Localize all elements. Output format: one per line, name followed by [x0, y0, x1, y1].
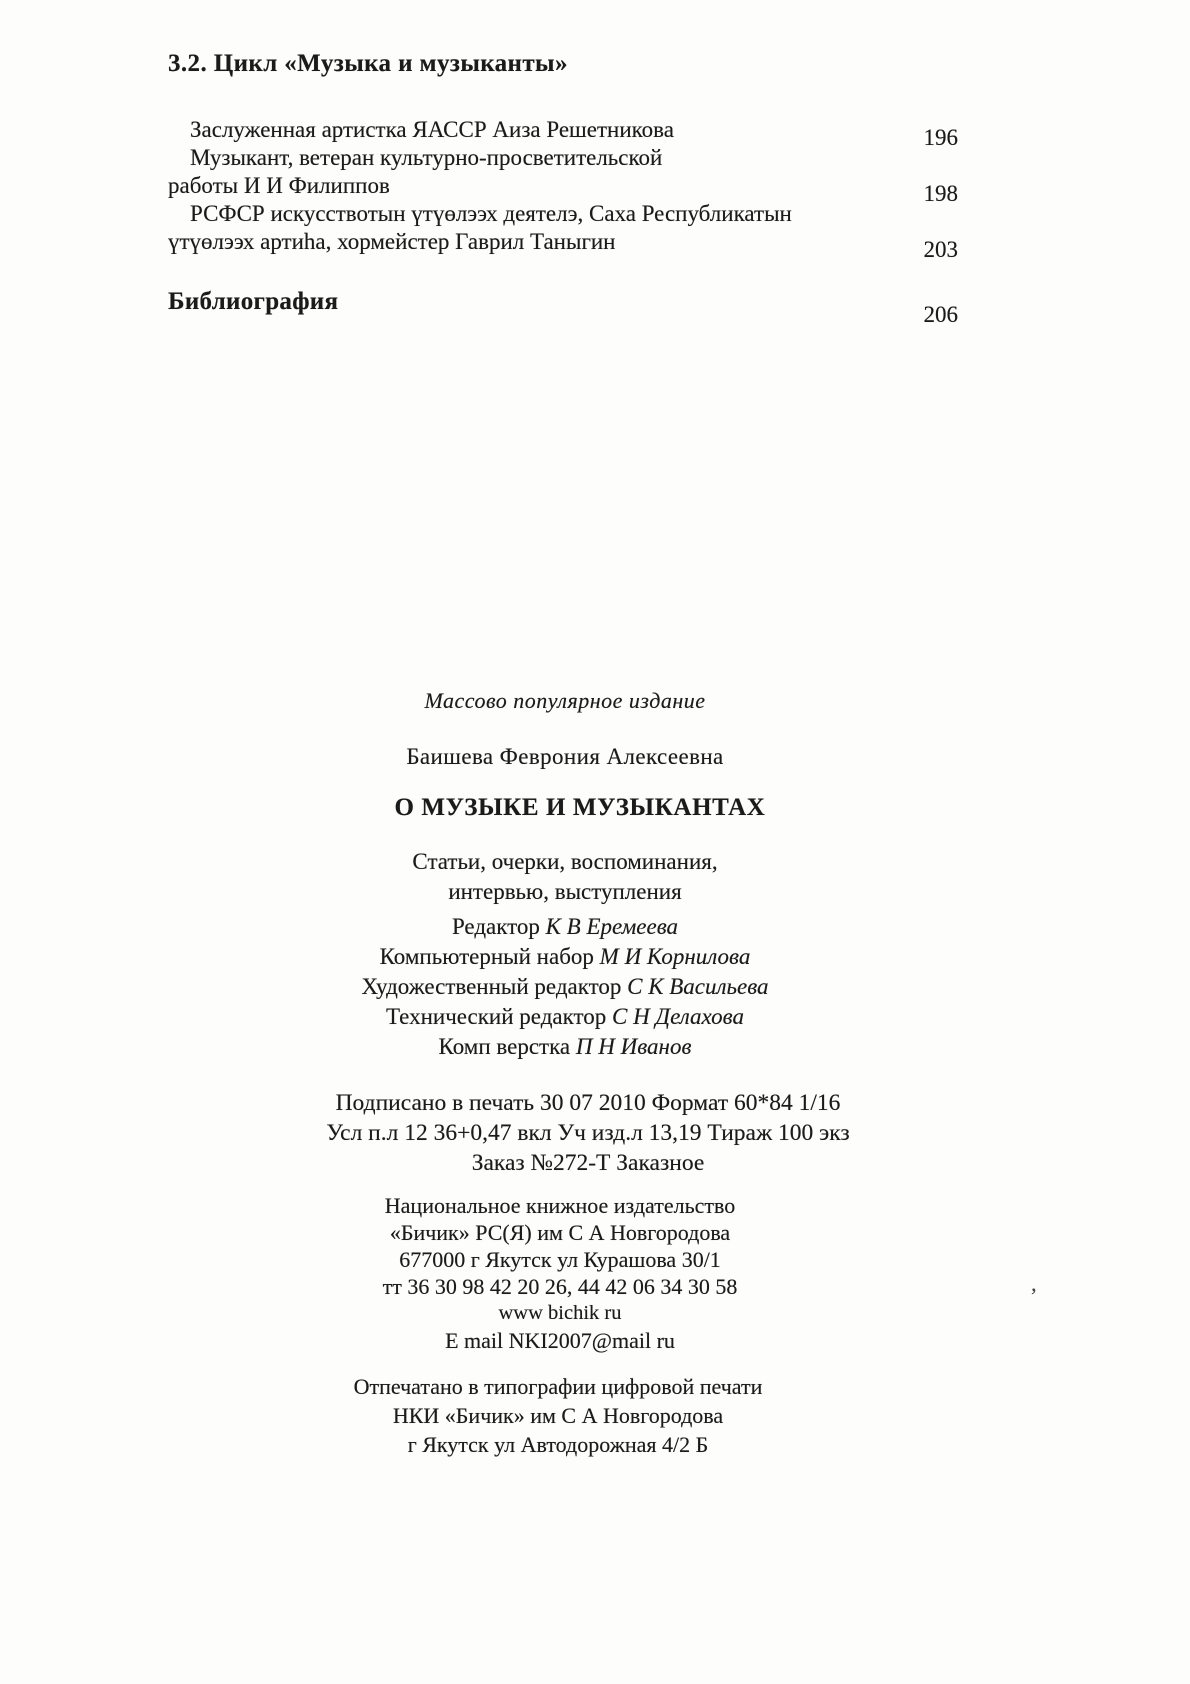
credit-name: М И Корнилова: [599, 944, 751, 969]
print-info-block: [148, 1088, 1028, 1178]
credit-role: Технический редактор: [386, 1004, 607, 1029]
credit-name: К В Еремеева: [545, 914, 679, 939]
credit-role: Компьютерный набор: [379, 944, 594, 969]
print-info-line: Усл п.л 12 36+0,47 вкл Уч изд.л 13,19 Тираж 100 экз: [326, 1120, 850, 1146]
publisher-email: E mail NKI2007@mail ru: [445, 1328, 675, 1353]
printery-line: Отпечатано в типографии цифровой печати: [353, 1374, 763, 1399]
credit-role: Редактор: [451, 914, 540, 939]
book-title: О МУЗЫКЕ И МУЗЫКАНТАХ: [394, 794, 766, 821]
bibliography-label: Библиография: [168, 288, 339, 315]
credits-block: [125, 912, 1005, 1062]
toc-entry-line: Музыкант, ветеран культурно-просветительской: [190, 145, 663, 170]
subtitle: [125, 847, 1005, 907]
publisher-line: 677000 г Якутск ул Курашова 30/1: [399, 1247, 721, 1272]
printery-line: г Якутск ул Автодорожная 4/2 Б: [407, 1432, 709, 1457]
subtitle-line: интервью, выступления: [448, 879, 682, 904]
print-info-line: Заказ №272-Т Заказное: [471, 1150, 705, 1176]
toc-entry: [168, 116, 958, 150]
edition-type: Массово популярное издание: [424, 688, 706, 713]
toc-entry-text: [168, 288, 888, 316]
credit-name: С К Васильева: [627, 974, 769, 999]
toc-entry: [168, 144, 958, 206]
toc-entry-text: [168, 144, 888, 200]
credits-line: [125, 912, 1005, 942]
credit-name: П Н Иванов: [575, 1034, 692, 1059]
print-info-line: Подписано в печать 30 07 2010 Формат 60*84 1/16: [335, 1090, 841, 1116]
credit-name: С Н Делахова: [611, 1004, 744, 1029]
toc-entry: [168, 200, 958, 262]
credit-role: Художественный редактор: [361, 974, 622, 999]
printery-block: [118, 1372, 998, 1459]
toc-page-number: 203: [923, 237, 958, 262]
bibliography-page-number: 206: [923, 302, 958, 327]
publisher-block: [120, 1192, 1000, 1354]
publisher-line: «Бичик» РС(Я) им С А Новгородова: [389, 1220, 731, 1245]
publisher-line: тт 36 30 98 42 20 26, 44 42 06 34 30 58: [382, 1274, 738, 1299]
publisher-line: Национальное книжное издательство: [384, 1193, 736, 1218]
credit-role: Комп верстка: [438, 1034, 571, 1059]
toc-entry-line: работы И И Филиппов: [168, 173, 390, 198]
toc-page-number: 196: [923, 125, 958, 150]
toc-bibliography-row: [168, 288, 958, 327]
toc-entry-text: [168, 200, 888, 256]
toc-entry-text: [168, 116, 888, 144]
toc-page-number: 198: [923, 181, 958, 206]
toc-section: [168, 50, 958, 327]
credits-line: [125, 1032, 1005, 1062]
stray-mark: ’: [1030, 1283, 1038, 1308]
credits-line: [125, 942, 1005, 972]
subtitle-line: Статьи, очерки, воспоминания,: [412, 849, 718, 874]
credits-line: [125, 972, 1005, 1002]
toc-entry-line: үтүөлээх артиhа, хормейстер Гаврил Таныгин: [168, 229, 616, 254]
toc-entry-line: РСФСР искусствотын үтүөлээх деятелэ, Саха Республикатын: [190, 201, 792, 226]
section-heading: 3.2. Цикл «Музыка и музыканты»: [168, 50, 568, 77]
author-name: Баишева Феврония Алексеевна: [406, 744, 724, 769]
printery-line: НКИ «Бичик» им С А Новгородова: [392, 1403, 724, 1428]
credits-line: [125, 1002, 1005, 1032]
toc-entry-line: Заслуженная артистка ЯАССР Аиза Решетникова: [190, 117, 674, 142]
publisher-website: www bichik ru: [498, 1302, 622, 1324]
